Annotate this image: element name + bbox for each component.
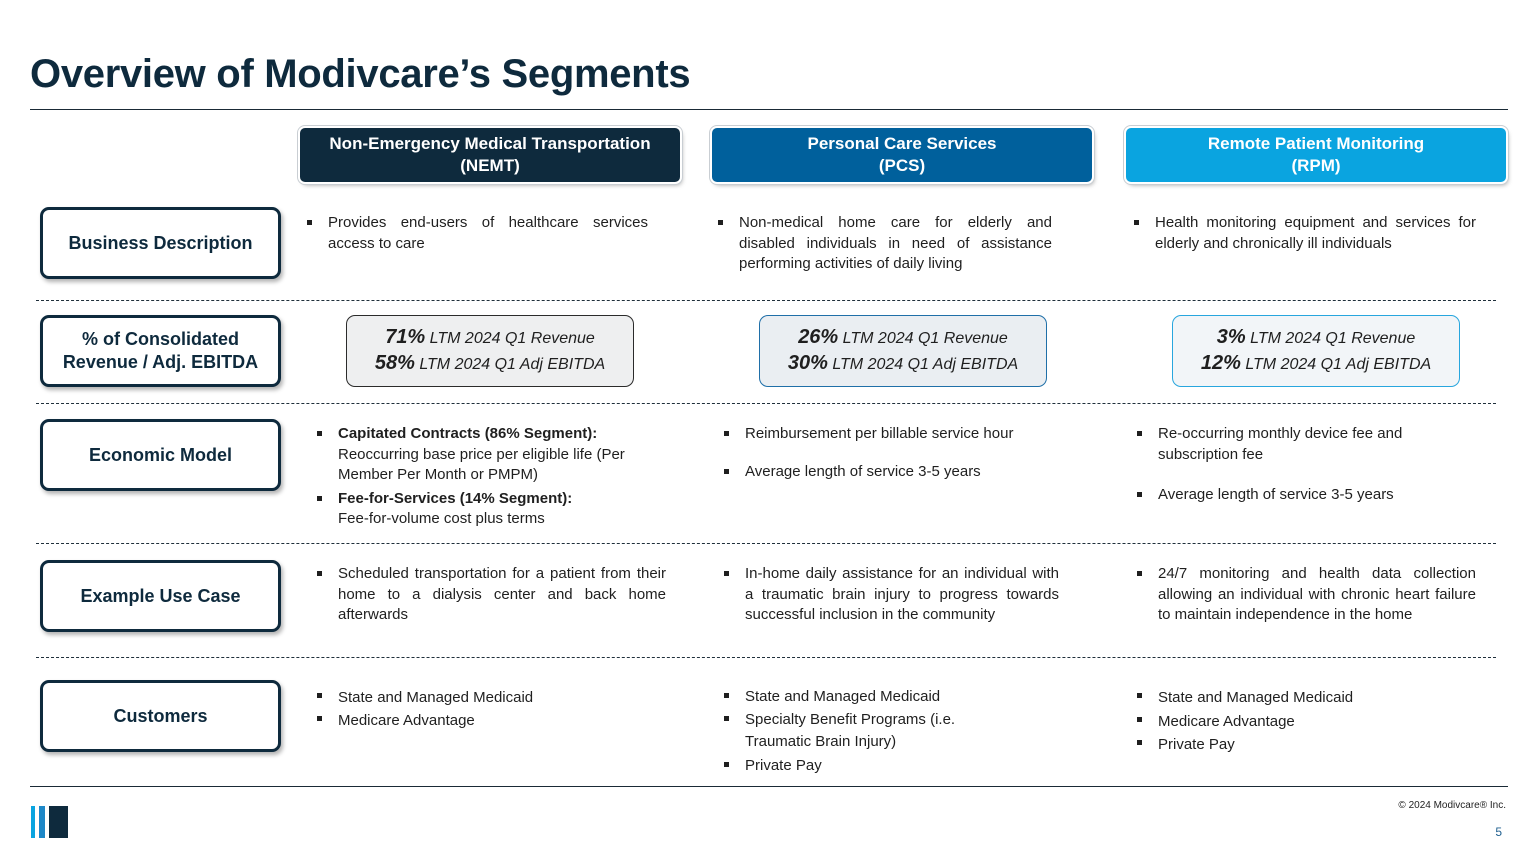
column-header-pcs-abbr: (PCS) [878, 156, 926, 175]
column-header-rpm [1126, 128, 1506, 182]
row-label-example-use-case [40, 560, 281, 632]
ebitda-percent: 12% [1200, 352, 1241, 374]
list-item: In-home daily assistance for an individual with a traumatic brain injury to progress towards successful inclusion in the community [721, 564, 1059, 626]
revenue-label: LTM 2024 Q1 Revenue [1250, 330, 1416, 347]
list-item: State and Managed Medicaid [314, 686, 654, 709]
page-title: Overview of Modivcare’s Segments [30, 52, 691, 96]
row-divider [36, 657, 1496, 658]
row-label-text: % of Consolidated [82, 329, 239, 349]
revenue-percent: 26% [798, 326, 839, 348]
list-item: Medicare Advantage [1134, 710, 1454, 734]
footer-divider [30, 786, 1508, 787]
list-item: Average length of service 3-5 years [721, 462, 1071, 483]
list-item: Average length of service 3-5 years [1134, 485, 1454, 506]
list-item: Reimbursement per billable service hour [721, 424, 1071, 445]
economic-model-rpm [1134, 424, 1454, 506]
list-item: Non-medical home care for elderly and disabled individuals in need of assistance performing activities of daily living [715, 213, 1052, 275]
metric-box-nemt [346, 315, 634, 387]
row-label-consolidated [40, 315, 281, 387]
column-header-nemt-abbr: (NEMT) [460, 156, 520, 175]
business-description-pcs [715, 213, 1052, 275]
row-label-text: Example Use Case [80, 585, 241, 606]
bullet-text: Fee-for-volume cost plus terms [338, 510, 545, 527]
list-item: State and Managed Medicaid [1134, 686, 1454, 710]
row-label-customers [40, 680, 281, 752]
row-label-economic-model [40, 419, 281, 491]
example-use-case-pcs [721, 564, 1059, 626]
row-label-text: Economic Model [88, 444, 232, 465]
bullet-heading: Capitated Contracts (86% Segment): [338, 425, 598, 442]
row-divider [36, 300, 1496, 301]
metric-box-pcs [759, 315, 1047, 387]
economic-model-nemt [314, 424, 644, 530]
row-label-text: Customers [113, 705, 208, 726]
ebitda-label: LTM 2024 Q1 Adj EBITDA [419, 356, 606, 373]
list-item: Specialty Benefit Programs (i.e. Traumatic Brain Injury) [721, 709, 981, 753]
row-label-text: Revenue / Adj. EBITDA [62, 352, 259, 372]
example-use-case-rpm [1134, 564, 1476, 626]
title-divider [30, 109, 1508, 110]
row-divider [36, 403, 1496, 404]
modivcare-bars-logo-icon [31, 806, 68, 838]
list-item: Private Pay [1134, 733, 1454, 757]
ebitda-percent: 58% [374, 352, 415, 374]
list-item: Provides end-users of healthcare services access to care [304, 213, 648, 254]
page-number: 5 [1495, 825, 1502, 839]
list-item: State and Managed Medicaid [721, 686, 981, 708]
ebitda-label: LTM 2024 Q1 Adj EBITDA [1245, 356, 1432, 373]
copyright-notice: © 2024 Modivcare® Inc. [1398, 800, 1506, 811]
customers-nemt [314, 686, 654, 732]
customers-pcs [721, 686, 981, 777]
column-header-rpm-abbr: (RPM) [1291, 156, 1341, 175]
column-header-nemt [300, 128, 680, 182]
row-label-text: Business Description [68, 232, 253, 253]
revenue-label: LTM 2024 Q1 Revenue [842, 330, 1008, 347]
business-description-nemt [304, 213, 648, 254]
bullet-text: Reoccurring base price per eligible life (Per Member Per Month or PMPM) [338, 445, 625, 483]
ebitda-label: LTM 2024 Q1 Adj EBITDA [832, 356, 1019, 373]
metric-box-rpm [1172, 315, 1460, 387]
column-header-pcs [712, 128, 1092, 182]
revenue-percent: 3% [1216, 326, 1246, 348]
ebitda-percent: 30% [787, 352, 828, 374]
revenue-percent: 71% [385, 326, 426, 348]
list-item [314, 489, 644, 530]
business-description-rpm [1131, 213, 1476, 254]
list-item: Scheduled transportation for a patient from their home to a dialysis center and back home afterwards [314, 564, 666, 626]
list-item [314, 424, 644, 486]
column-header-pcs-name: Personal Care Services [807, 134, 997, 153]
list-item: 24/7 monitoring and health data collection allowing an individual with chronic heart failure to maintain independence in the home [1134, 564, 1476, 626]
list-item: Re-occurring monthly device fee and subscription fee [1134, 424, 1454, 465]
revenue-label: LTM 2024 Q1 Revenue [429, 330, 595, 347]
list-item: Private Pay [721, 755, 981, 777]
list-item: Health monitoring equipment and services for elderly and chronically ill individuals [1131, 213, 1476, 254]
example-use-case-nemt [314, 564, 666, 626]
customers-rpm [1134, 686, 1454, 757]
column-header-nemt-name: Non-Emergency Medical Transportation [329, 134, 651, 153]
bullet-heading: Fee-for-Services (14% Segment): [338, 489, 573, 507]
column-header-rpm-name: Remote Patient Monitoring [1207, 134, 1425, 153]
row-divider [36, 543, 1496, 544]
list-item: Medicare Advantage [314, 709, 654, 732]
economic-model-pcs [721, 424, 1071, 482]
row-label-business-description [40, 207, 281, 279]
